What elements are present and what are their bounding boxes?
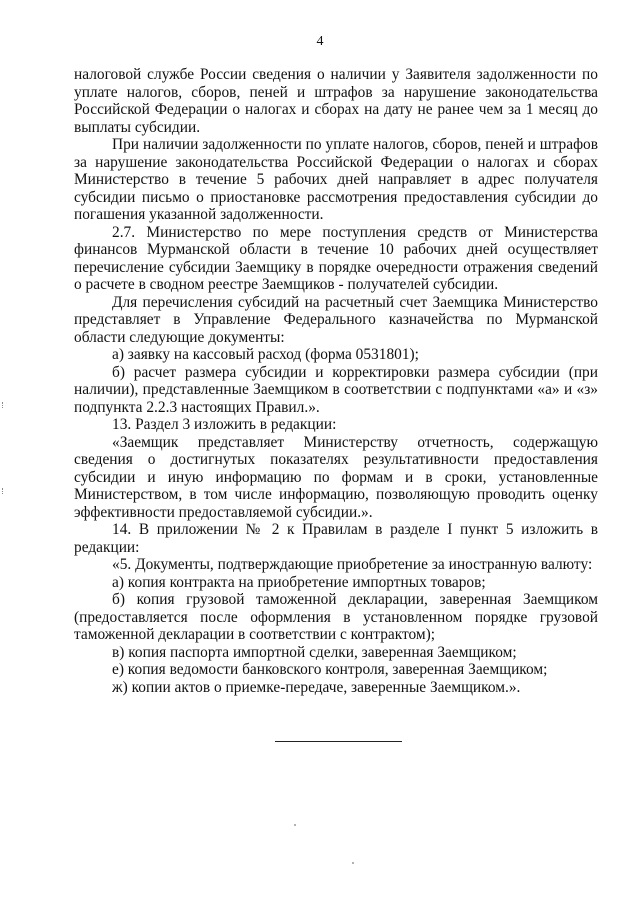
- list-item-e-bank-control: е) копия ведомости банковского контроля, заверенная Заемщиком;: [112, 661, 548, 678]
- page-number: 4: [316, 34, 324, 49]
- paragraph-debt-suspension: При наличии задолженности по уплате налогов, сборов, пеней и штрафов за нарушение законодательства Российской Федерации о налогах и сборах Министерство в течение 5 рабочих дней направляет в адрес получателя субсидии письмо о приостановке рассмотрения предоставления субсидии до погашения указанной задолженности.: [74, 136, 598, 223]
- scan-speck: [352, 862, 354, 864]
- scan-margin-mark: [2, 402, 7, 408]
- list-item-zh-acceptance-acts: ж) копии актов о приемке-передаче, заверенные Заемщиком.».: [112, 678, 521, 696]
- document-body: [74, 66, 598, 696]
- closing-divider-line: [275, 741, 402, 742]
- list-item-v-passport-copy: в) копия паспорта импортной сделки, заверенная Заемщиком;: [112, 643, 517, 661]
- paragraph-5-documents-heading: «5. Документы, подтверждающие приобретение за иностранную валюту:: [112, 556, 593, 573]
- scan-margin-mark: [2, 488, 7, 494]
- paragraph-13-section-3: 13. Раздел 3 изложить в редакции:: [112, 416, 337, 433]
- list-item-b-subsidy-calc: б) расчет размера субсидии и корректировки размера субсидии (при наличии), представленные Заемщиком в соответствии с подпунктами «а» и «з» подпункта 2.2.3 настоящих Правил.».: [74, 363, 598, 416]
- list-item-a-cash-request: а) заявку на кассовый расход (форма 0531801);: [112, 346, 419, 363]
- list-item-b-customs-declaration: б) копия грузовой таможенной декларации, заверенная Заемщиком (предоставляется после оформления в установленном порядке грузовой таможенной декларации в соответствии с контрактом);: [74, 591, 598, 643]
- paragraph-documents-list-intro: Для перечисления субсидий на расчетный счет Заемщика Министерство представляет в Управление Федерального казначейства по Мурманской области следующие документы:: [74, 293, 598, 346]
- paragraph-tax-service-info: налоговой службе России сведения о наличии у Заявителя задолженности по уплате налогов, сборов, пеней и штрафов за нарушение законодательства Российской Федерации о налогах и сборах на дату не ранее чем за 1 месяц до выплаты субсидии.: [74, 66, 598, 136]
- paragraph-reporting-quote: «Заемщик представляет Министерству отчетность, содержащую сведения о достигнутых показателях результативности предоставления субсидии и иную информацию по формам и в сроки, установленные Министерством, в том числе информацию, позволяющую проводить оценку эффективности предоставляемой субсидии.».: [74, 433, 598, 521]
- scan-speck: [294, 824, 296, 826]
- paragraph-2-7-transfer: 2.7. Министерство по мере поступления средств от Министерства финансов Мурманской области в течение 10 рабочих дней осуществляет перечисление субсидии Заемщику в порядке очередности отражения сведений о расчете в сводном реестре Заемщиков - получателей субсидии.: [74, 223, 598, 293]
- paragraph-14-appendix-2: 14. В приложении № 2 к Правилам в разделе I пункт 5 изложить в редакции:: [74, 521, 598, 556]
- list-item-a-contract-copy: а) копия контракта на приобретение импортных товаров;: [112, 573, 486, 591]
